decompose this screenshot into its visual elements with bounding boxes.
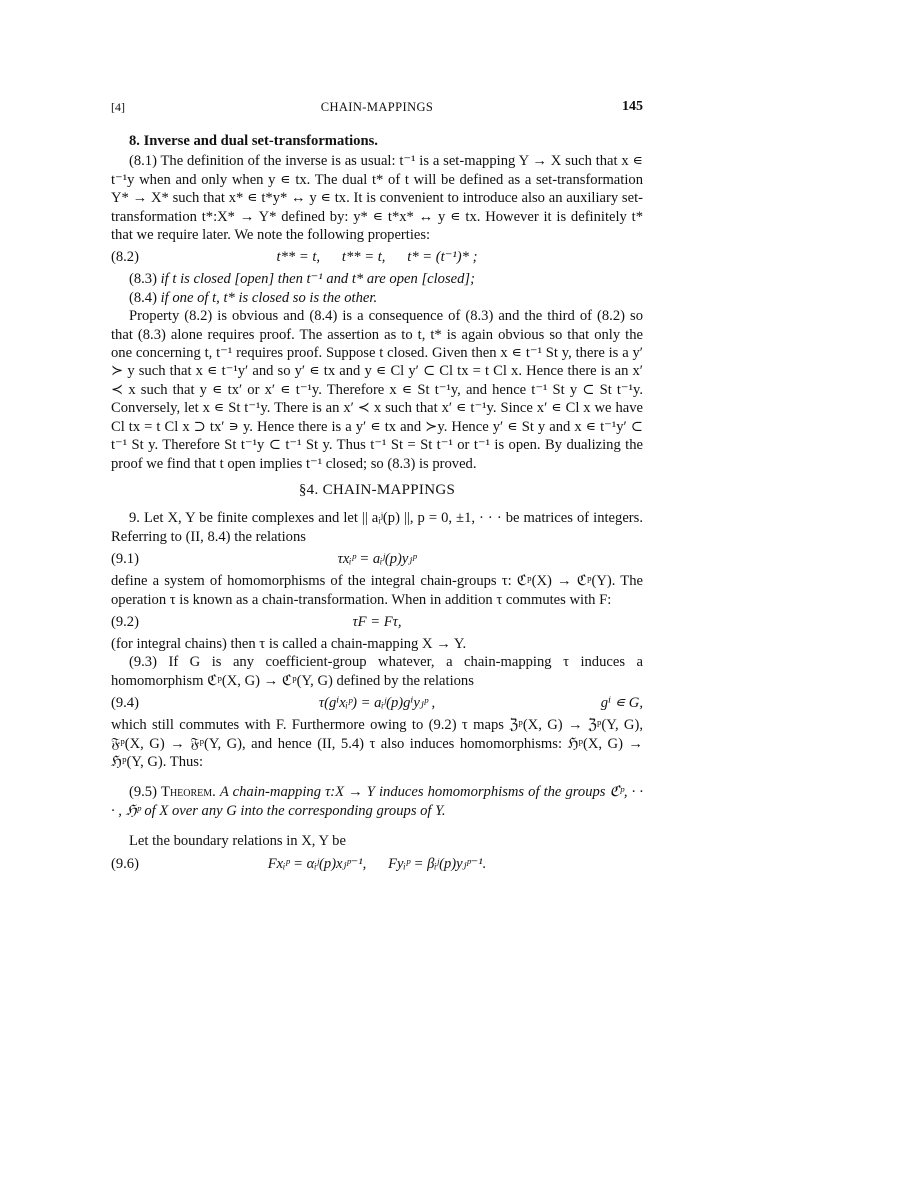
equation-9-4 xyxy=(111,690,643,716)
page-number: 145 xyxy=(622,99,643,114)
paragraph-9-3: (9.3) If G is any coefficient-group whatever, a chain-mapping τ induces a homomorphism ℭᵖ(X, G) → ℭᵖ(Y, G) defined by the relations xyxy=(111,654,643,689)
paragraph-9-4-after: which still commutes with F. Furthermore owing to (9.2) τ maps ℨᵖ(X, G) → ℨᵖ(Y, G), 𝔉ᵖ(X, G) → 𝔉ᵖ(Y, G), and hence (II, 5.4) τ also induces homomorphisms: ℌᵖ(X, G) → ℌᵖ(Y, G). Thus: xyxy=(111,717,643,770)
theorem-number: (9.5) xyxy=(129,784,157,801)
property-text: if one of t, t* is closed so is the other. xyxy=(160,289,378,306)
equation-number: (9.2) xyxy=(111,613,139,630)
equation-9-1 xyxy=(111,546,643,572)
section-marker: [4] xyxy=(111,100,125,114)
equation-number: (8.2) xyxy=(111,249,139,266)
equation-body: τxᵢᵖ = aᵢʲ(p)yⱼᵖ xyxy=(337,551,417,568)
equation-number: (9.1) xyxy=(111,551,139,568)
proof-paragraph: Property (8.2) is obvious and (8.4) is a consequence of (8.3) and the third of (8.2) so that (8.3) alone requires proof. The assertion as to t, t* is again obvious so that only the one concerning t, t⁻¹ requires proof. Suppose t closed. Given then x ∊ t⁻¹ St y, there is a y′ ≻ y such that x ∊ t⁻¹y′ and so y′ ∊ tx and y ∊ Cl y′ ⊂ Cl tx = t Cl x. Hence there is an x′ ≺ x such that y ∊ tx′ or x′ ∊ t⁻¹y. Therefore x ∊ St t⁻¹y, and hence t⁻¹ St y ⊂ St t⁻¹y. Conversely, let x ∊ St t⁻¹y. There is an x′ ≺ x such that x′ ∊ t⁻¹y. Since x′ ∊ Cl x we have Cl tx = t Cl x ⊃ tx′ ∍ y. Hence there is a y′ ∊ tx and ≻y. Hence y′ ∊ St y and x ∊ t⁻¹y′ ⊂ t⁻¹ St y. Therefore St t⁻¹y ⊂ t⁻¹ St y. Thus t⁻¹ St = St t⁻¹ or t⁻¹ is open. By dualizing the proof we find that t open implies t⁻¹ closed; so (8.3) is proved. xyxy=(111,308,643,472)
property-number: (8.4) xyxy=(129,289,157,306)
paragraph-8-1: (8.1) The definition of the inverse is as usual: t⁻¹ is a set-mapping Y → X such that x ∊ t⁻¹y when and only when y ∊ tx. The dual t* of t will be defined as a set-transformation Y* → X* such that x* ∊ t*y* ↔ y ∊ tx. It is convenient to introduce also an auxiliary set-transformation t*:X* → Y* defined by: y* ∊ t*x* ↔ y ∊ tx. However it is definitely t* that we require later. We note the following properties: xyxy=(111,153,643,244)
chapter-heading: §4. CHAIN-MAPPINGS xyxy=(298,481,456,498)
book-page xyxy=(111,98,643,877)
theorem-label: Theorem. xyxy=(161,784,216,801)
paragraph-9-6-intro: Let the boundary relations in X, Y be xyxy=(129,833,346,850)
equation-body: τF = Fτ, xyxy=(352,613,402,630)
equation-9-2 xyxy=(111,609,643,635)
equation-number: (9.6) xyxy=(111,855,139,872)
running-header xyxy=(111,98,643,120)
equation-body: Fxᵢᵖ = αᵢʲ(p)xⱼᵖ⁻¹, Fyᵢᵖ = βᵢʲ(p)yⱼᵖ⁻¹. xyxy=(267,855,487,872)
equation-body: t** = t, t** = t, t* = (t⁻¹)* ; xyxy=(276,249,478,266)
property-8-4 xyxy=(111,289,643,307)
paragraph-9-1-after: define a system of homomorphisms of the integral chain-groups τ: ℭᵖ(X) → ℭᵖ(Y). The operation τ is known as a chain-transformation. When in addition τ commutes with F: xyxy=(111,573,643,608)
paragraph-9-2-after: (for integral chains) then τ is called a chain-mapping X → Y. xyxy=(111,635,467,652)
equation-number: (9.4) xyxy=(111,695,139,712)
theorem-text: A chain-mapping τ:X → Y induces homomorphisms of the groups ℭᵖ, · · · , ℌᵖ of X over any G into the corresponding groups of Y. xyxy=(111,784,644,819)
equation-8-2 xyxy=(111,244,643,270)
property-number: (8.3) xyxy=(129,271,157,288)
property-8-3 xyxy=(111,270,643,288)
equation-body: τ(gⁱxᵢᵖ) = aᵢʲ(p)gⁱyⱼᵖ , xyxy=(318,695,436,712)
section-8-title: 8. Inverse and dual set-transformations. xyxy=(129,133,378,149)
property-text: if t is closed [open] then t⁻¹ and t* are open [closed]; xyxy=(160,271,475,288)
equation-condition: gⁱ ∊ G, xyxy=(600,695,643,712)
equation-9-6 xyxy=(111,851,643,877)
theorem-9-5 xyxy=(111,783,643,820)
running-title: CHAIN-MAPPINGS xyxy=(320,100,434,114)
paragraph-9: 9. Let X, Y be finite complexes and let || aᵢʲ(p) ||, p = 0, ±1, · · · be matrices of integers. Referring to (II, 8.4) the relations xyxy=(111,510,643,545)
